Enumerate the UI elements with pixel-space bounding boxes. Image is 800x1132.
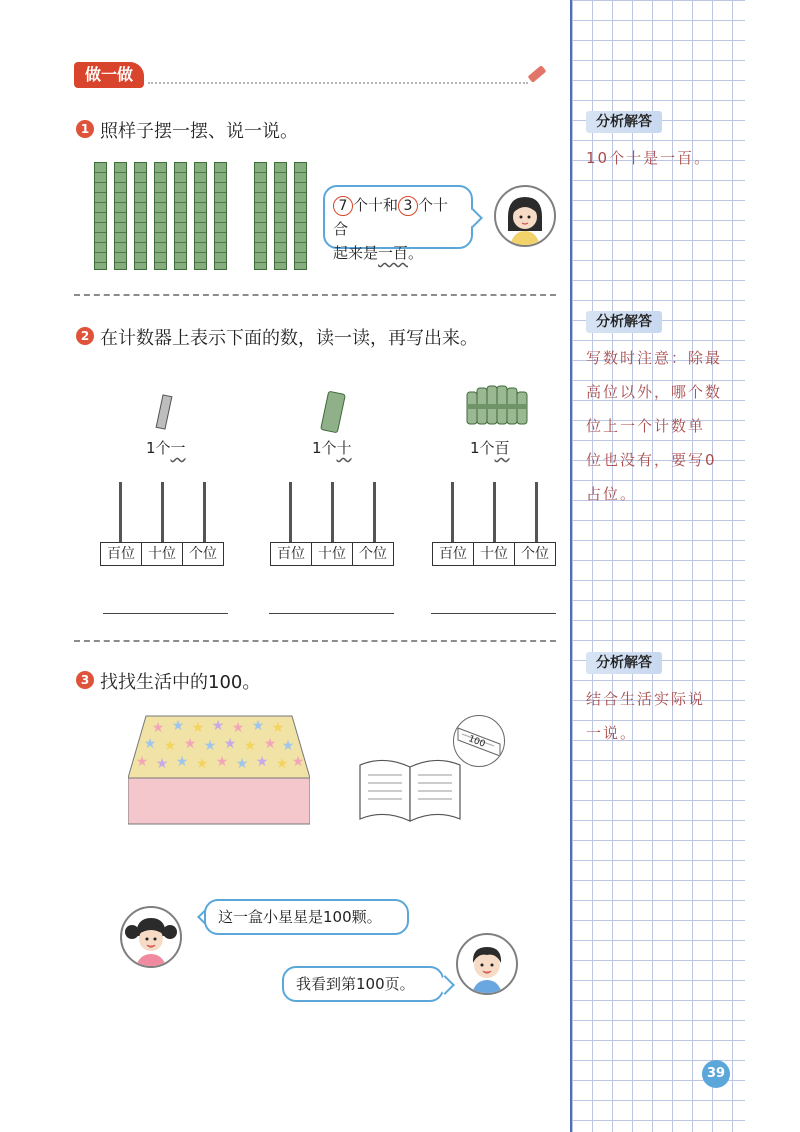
tens-place: 十位 xyxy=(474,543,515,565)
ten-rod xyxy=(194,162,207,270)
svg-text:★: ★ xyxy=(191,720,205,736)
question-3-prompt: 找找生活中的100。 xyxy=(100,672,261,693)
unit-label-one: 1个一 xyxy=(146,439,186,457)
svg-text:★: ★ xyxy=(291,754,305,770)
ten-rod xyxy=(154,162,167,270)
counter-rod xyxy=(203,482,206,542)
tens-place: 十位 xyxy=(312,543,353,565)
bundle-of-ten-icon xyxy=(320,391,346,434)
svg-text:★: ★ xyxy=(231,720,245,736)
bundle-of-hundred-icon xyxy=(465,378,529,428)
single-stick-icon xyxy=(156,394,173,429)
analysis-label: 分析解答 xyxy=(586,652,662,674)
ones-place: 个位 xyxy=(189,546,217,562)
svg-text:★: ★ xyxy=(275,756,289,772)
bubble-text: 起来是 xyxy=(333,244,379,262)
ten-rod xyxy=(94,162,107,270)
tens-place: 十位 xyxy=(142,543,183,565)
abacus-counter-1 xyxy=(100,542,224,566)
question-number-2: 2 xyxy=(76,327,94,345)
girl-with-pigtails-avatar xyxy=(120,906,182,968)
ten-rod xyxy=(134,162,147,270)
ten-rod xyxy=(114,162,127,270)
bubble-text: 个十和 xyxy=(353,196,399,214)
svg-text:★: ★ xyxy=(251,718,265,734)
circled-number: 3 xyxy=(398,196,418,216)
svg-text:★: ★ xyxy=(281,738,295,754)
ten-rod xyxy=(174,162,187,270)
abacus-counter-3 xyxy=(432,542,556,566)
star-box-illustration xyxy=(128,714,310,826)
svg-text:★: ★ xyxy=(203,738,217,754)
open-book-illustration xyxy=(358,745,462,825)
counter-rod xyxy=(373,482,376,542)
girl-speech-bubble: 这一盒小星星是100颗。 xyxy=(204,899,409,935)
svg-text:★: ★ xyxy=(255,754,269,770)
svg-text:★: ★ xyxy=(195,756,209,772)
unit-label-ten: 1个十 xyxy=(312,439,352,457)
header-divider xyxy=(148,82,528,84)
analysis-text-1: 10个十是一百。 xyxy=(586,149,712,167)
bubble-answer: 一百 xyxy=(378,244,409,262)
svg-text:★: ★ xyxy=(171,718,185,734)
pencil-icon xyxy=(528,65,547,83)
svg-text:★: ★ xyxy=(175,754,189,770)
counter-rod xyxy=(493,482,496,542)
bubble-text: 。 xyxy=(408,244,424,262)
section-divider xyxy=(74,294,556,296)
question-number-1: 1 xyxy=(76,120,94,138)
analysis-label: 分析解答 xyxy=(586,111,662,133)
ones-place: 个位 xyxy=(521,546,549,562)
svg-text:★: ★ xyxy=(235,756,249,772)
svg-text:★: ★ xyxy=(211,718,225,734)
boy-avatar xyxy=(456,933,518,995)
book-page-zoom xyxy=(453,715,505,767)
hundreds-place: 百位 xyxy=(101,543,142,565)
boy-speech-bubble: 我看到第100页。 xyxy=(282,966,444,1002)
counter-rod xyxy=(451,482,454,542)
counter-rod xyxy=(161,482,164,542)
svg-text:★: ★ xyxy=(151,720,165,736)
svg-text:★: ★ xyxy=(223,736,237,752)
section-tag: 做一做 xyxy=(74,62,144,88)
book-page-number: 100 xyxy=(466,734,487,750)
svg-text:★: ★ xyxy=(183,736,197,752)
svg-text:★: ★ xyxy=(243,738,257,754)
svg-text:★: ★ xyxy=(215,754,229,770)
counter-rod xyxy=(119,482,122,542)
svg-text:★: ★ xyxy=(263,736,277,752)
counter-rod xyxy=(289,482,292,542)
svg-text:★: ★ xyxy=(271,720,285,736)
section-divider xyxy=(74,640,556,642)
svg-text:★: ★ xyxy=(163,738,177,754)
svg-text:★: ★ xyxy=(143,736,157,752)
ten-rod xyxy=(254,162,267,270)
question-number-3: 3 xyxy=(76,671,94,689)
ten-rod xyxy=(214,162,227,270)
answer-line[interactable] xyxy=(103,613,228,614)
ones-place: 个位 xyxy=(359,546,387,562)
svg-text:★: ★ xyxy=(135,754,149,770)
answer-line[interactable] xyxy=(431,613,556,614)
bubble-text: 个十合 xyxy=(333,196,449,238)
abacus-counter-2 xyxy=(270,542,394,566)
analysis-text-2: 写数时注意：除最 高位以外，哪个数 位上一个计数单 位也没有，要写0 占位。 xyxy=(586,349,723,503)
hundreds-place: 百位 xyxy=(271,543,312,565)
question-2-prompt: 在计数器上表示下面的数，读一读，再写出来。 xyxy=(100,328,478,349)
girl-avatar xyxy=(494,185,556,247)
circled-number: 7 xyxy=(333,196,353,216)
page-number: 39 xyxy=(702,1060,730,1088)
ten-rods-group xyxy=(94,162,324,270)
unit-label-hundred: 1个百 xyxy=(470,439,510,457)
analysis-text-3: 结合生活实际说 一说。 xyxy=(586,690,706,742)
svg-text:★: ★ xyxy=(155,756,169,772)
analysis-label: 分析解答 xyxy=(586,311,662,333)
ten-rod xyxy=(294,162,307,270)
ten-rod xyxy=(274,162,287,270)
question-1-prompt: 照样子摆一摆、说一说。 xyxy=(100,121,298,142)
counter-rod xyxy=(331,482,334,542)
q1-speech-bubble xyxy=(323,185,473,262)
answer-line[interactable] xyxy=(269,613,394,614)
counter-rod xyxy=(535,482,538,542)
hundreds-place: 百位 xyxy=(433,543,474,565)
